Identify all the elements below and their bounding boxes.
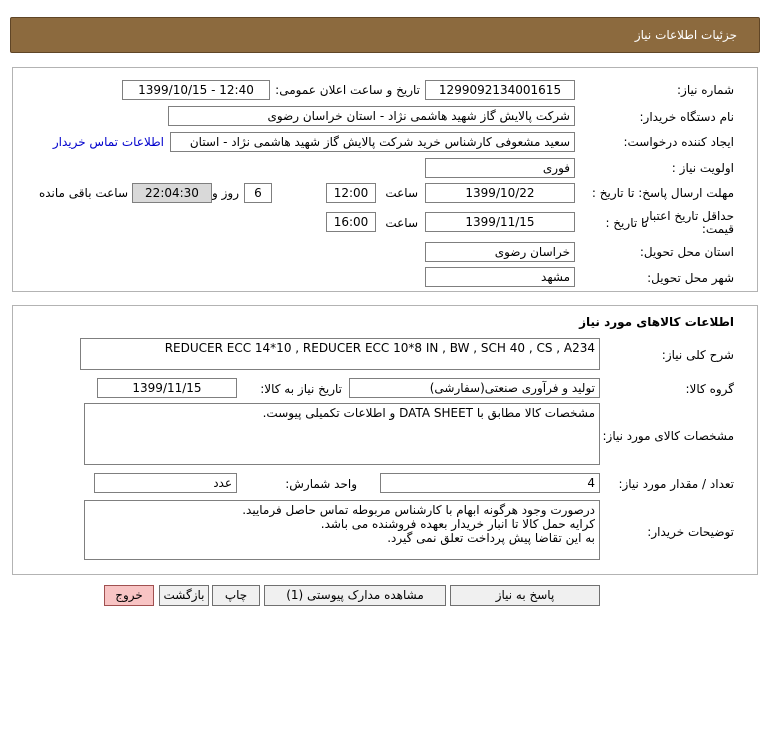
buyer-contact-link[interactable]: اطلاعات تماس خریدار [52,135,164,149]
unit-label: واحد شمارش: [285,477,357,491]
buyer-org-label: نام دستگاه خریدار: [639,110,734,124]
validity-time-label: ساعت [385,216,418,230]
reply-button[interactable]: پاسخ به نیاز [450,585,600,606]
requester-label: ایجاد کننده درخواست: [623,135,734,149]
need-number-field: 1299092134001615 [425,80,575,100]
back-button[interactable]: بازگشت [159,585,209,606]
deadline-label: مهلت ارسال پاسخ: تا تاریخ : [591,186,734,200]
remaining-time-field: 22:04:30 [132,183,212,203]
validity-label-line1: حداقل تاریخ اعتبار [643,209,734,223]
need-date-label: تاریخ نیاز به کالا: [260,382,342,396]
goods-group-label: گروه کالا: [685,382,734,396]
need-date-field: 1399/11/15 [97,378,237,398]
qty-label: تعداد / مقدار مورد نیاز: [618,477,734,491]
print-button[interactable]: چاپ [212,585,260,606]
deadline-time-label: ساعت [385,186,418,200]
days-count-field: 6 [244,183,272,203]
page-header [10,17,760,53]
buyer-note-line: به این تقاضا پیش پرداخت تعلق نمی گیرد. [387,531,595,545]
priority-field: فوری [425,158,575,178]
deadline-date-field: 1399/10/22 [425,183,575,203]
general-desc-label: شرح کلی نیاز: [661,348,734,362]
view-attachments-button[interactable]: مشاهده مدارک پیوستی (1) [264,585,446,606]
buyer-note-line: کرایه حمل کالا تا انبار خریدار بعهده فروشنده می باشد. [320,517,595,531]
province-label: استان محل تحویل: [639,245,734,259]
announce-field: 1399/10/15 - 12:40 [122,80,270,100]
announce-label: تاریخ و ساعت اعلان عمومی: [275,83,420,97]
exit-button[interactable]: خروج [104,585,154,606]
spec-label: مشخصات کالای مورد نیاز: [602,429,734,443]
unit-field: عدد [94,473,237,493]
priority-label: اولویت نیاز : [671,161,734,175]
validity-label-line2: قیمت: [701,222,734,236]
buyer-org-field: شرکت پالایش گاز شهید هاشمی نژاد - استان خراسان رضوی [168,106,575,126]
spec-field: مشخصات کالا مطابق با DATA SHEET و اطلاعات تکمیلی پیوست. [84,403,600,465]
validity-to-label: تا تاریخ : [605,216,648,230]
city-label: شهر محل تحویل: [647,271,734,285]
deadline-time-field: 12:00 [326,183,376,203]
requester-field: سعید مشعوفی کارشناس خرید شرکت پالایش گاز شهید هاشمی نژاد - استان [170,132,575,152]
need-number-label: شماره نیاز: [677,83,734,97]
remaining-label: ساعت باقی مانده [38,186,128,200]
qty-field: 4 [380,473,600,493]
days-label: روز و [212,186,239,200]
goods-group-field: تولید و فرآوری صنعتی(سفارشی) [349,378,600,398]
buyer-notes-label: توضیحات خریدار: [647,525,734,539]
validity-time-field: 16:00 [326,212,376,232]
city-field: مشهد [425,267,575,287]
goods-section-title: اطلاعات کالاهای مورد نیاز [579,315,734,329]
page-title: جزئیات اطلاعات نیاز [634,28,737,42]
province-field: خراسان رضوی [425,242,575,262]
buyer-notes-field [84,500,600,560]
buyer-note-line: درصورت وجود هرگونه ابهام با کارشناس مربوطه تماس حاصل فرمایید. [242,503,595,517]
validity-date-field: 1399/11/15 [425,212,575,232]
general-desc-field: REDUCER ECC 14*10 , REDUCER ECC 10*8 IN , BW , SCH 40 , CS , A234 [80,338,600,370]
